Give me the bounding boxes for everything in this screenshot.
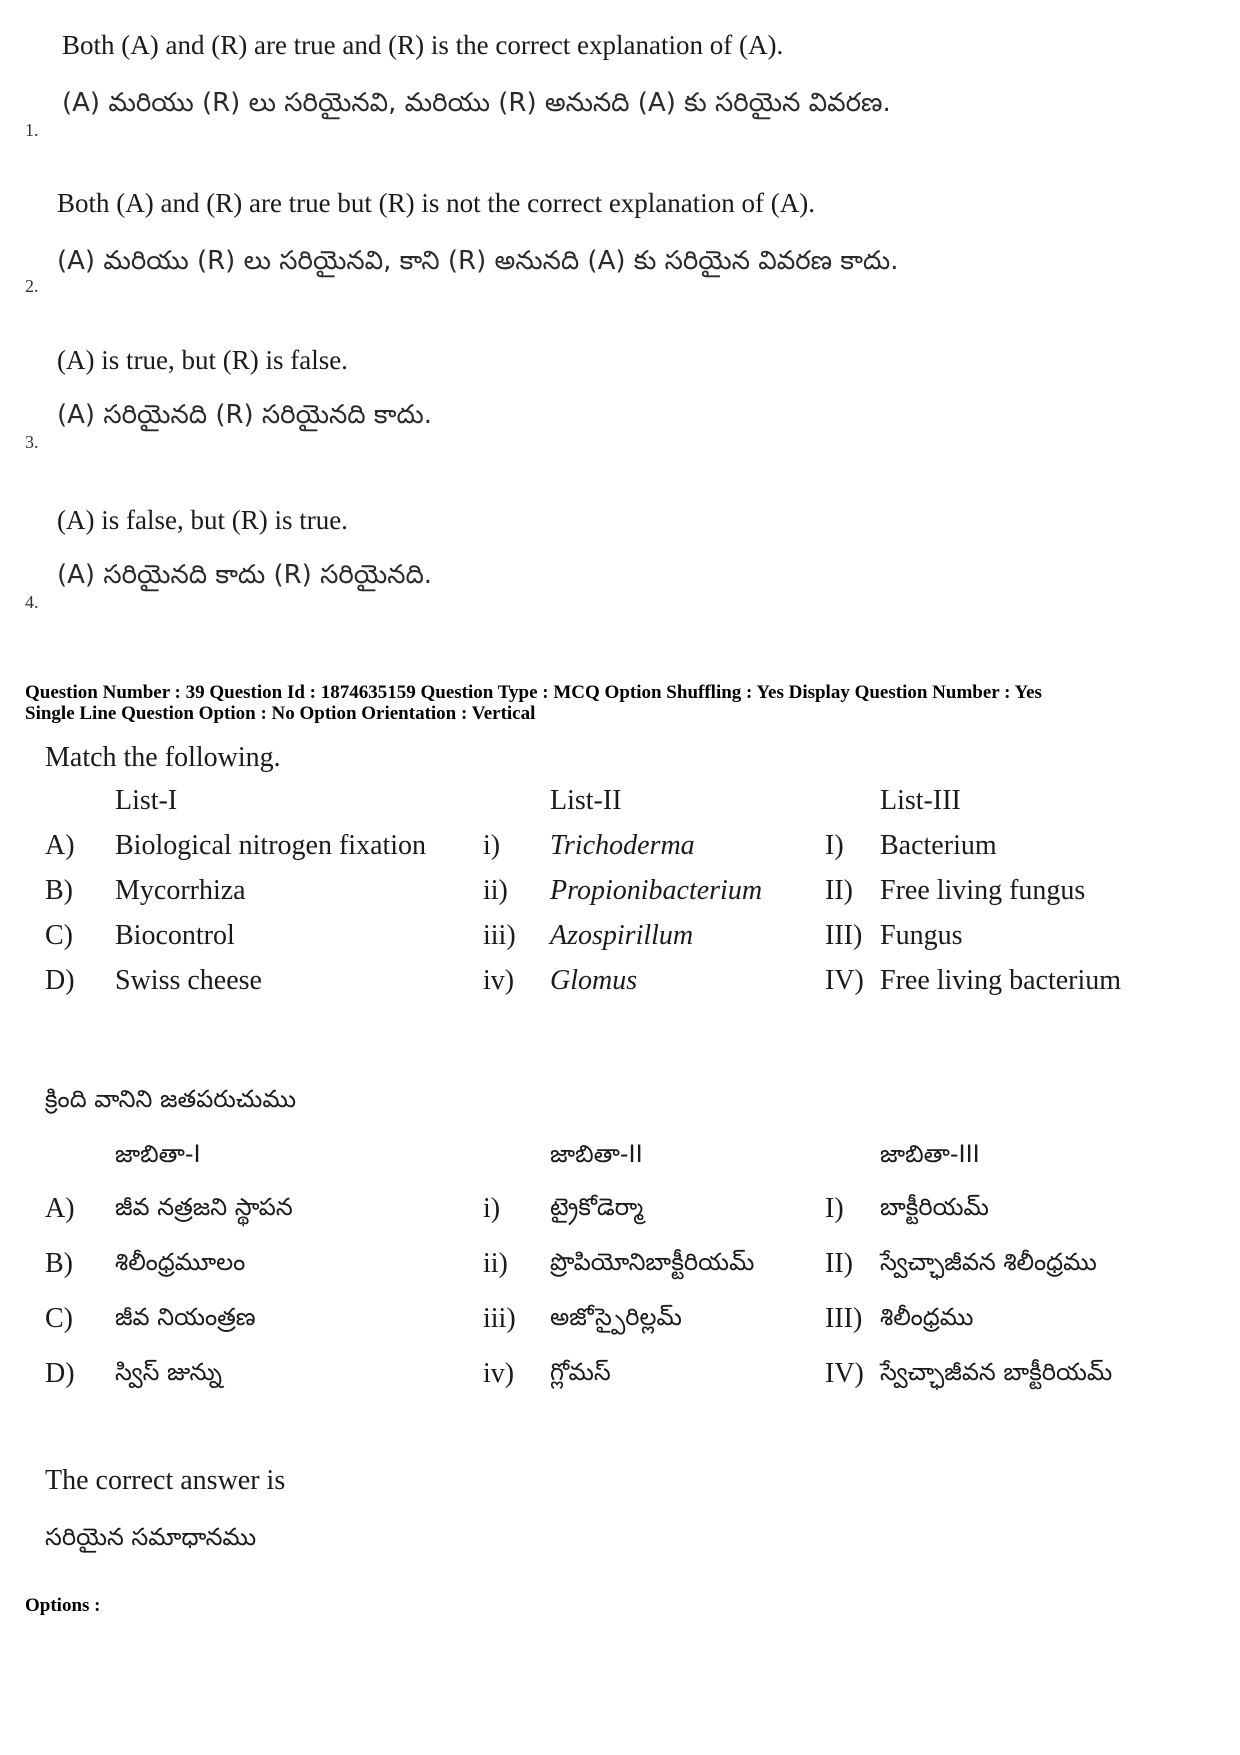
list-3-item: స్వేచ్ఛాజీవన బాక్టీరియమ్ <box>880 1358 1113 1386</box>
row-label: C) <box>45 920 73 951</box>
header-list-2: List-II <box>550 785 622 816</box>
answer-prompt-te: సరియైన సమాధానము <box>45 1523 257 1551</box>
list-3-item: బాక్టీరియమ్ <box>880 1193 989 1221</box>
list-2-item: గ్లోమస్ <box>550 1358 611 1386</box>
list-3-item: Fungus <box>880 920 963 951</box>
list-2-item: Azospirillum <box>550 920 694 951</box>
question-meta-line2: Single Line Question Option : No Option Orientation : Vertical <box>25 703 536 724</box>
list-1-item: శిలీంధ్రమూలం <box>115 1248 246 1276</box>
header-list-3: జాబితా-III <box>880 1140 980 1168</box>
option-4-en: (A) is false, but (R) is true. <box>57 505 348 535</box>
header-list-2: జాబితా-II <box>550 1140 643 1168</box>
header-list-1: List-I <box>115 785 178 816</box>
option-2-en: Both (A) and (R) are true but (R) is not the correct explanation of (A). <box>57 188 816 218</box>
option-4-te: (A) సరియైనది కాదు (R) సరియైనది. <box>57 560 433 590</box>
option-1-en: Both (A) and (R) are true and (R) is the correct explanation of (A). <box>62 30 784 60</box>
row-label: D) <box>45 965 75 996</box>
list-2-item: Glomus <box>550 965 638 996</box>
list-2-number: ii) <box>483 1248 508 1279</box>
list-1-item: జీవ నియంత్రణ <box>115 1303 256 1331</box>
list-2-number: iv) <box>483 965 515 996</box>
list-2-item: ప్రొపియోనిబాక్టీరియమ్ <box>550 1248 755 1276</box>
list-3-number: II) <box>825 1248 853 1279</box>
list-3-number: I) <box>825 830 844 861</box>
list-3-item: శిలీంధ్రము <box>880 1303 974 1331</box>
option-4-number[interactable]: 4. <box>25 592 39 612</box>
list-2-item: Trichoderma <box>550 830 695 861</box>
list-2-item: Propionibacterium <box>550 875 763 906</box>
option-3-en: (A) is true, but (R) is false. <box>57 345 348 375</box>
list-1-item: స్విస్ జున్ను <box>115 1358 222 1386</box>
row-label: A) <box>45 830 75 861</box>
option-1-number[interactable]: 1. <box>25 120 39 140</box>
instruction-en: Match the following. <box>45 742 281 773</box>
list-2-item: అజోస్పైరిల్లమ్ <box>550 1303 682 1331</box>
list-1-item: Biocontrol <box>115 920 235 951</box>
list-2-number: i) <box>483 1193 501 1224</box>
list-1-item: Swiss cheese <box>115 965 262 996</box>
option-1-te: (A) మరియు (R) లు సరియైనవి, మరియు (R) అనునది (A) కు సరియైన వివరణ. <box>62 88 891 118</box>
header-list-1: జాబితా-I <box>115 1140 201 1168</box>
list-3-number: III) <box>825 920 863 951</box>
list-1-item: Mycorrhiza <box>115 875 246 906</box>
list-3-number: II) <box>825 875 853 906</box>
row-label: B) <box>45 875 73 906</box>
row-label: A) <box>45 1193 75 1224</box>
list-3-number: III) <box>825 1303 863 1334</box>
row-label: D) <box>45 1358 75 1389</box>
list-2-number: iv) <box>483 1358 515 1389</box>
option-2-te: (A) మరియు (R) లు సరియైనవి, కాని (R) అనునది (A) కు సరియైన వివరణ కాదు. <box>57 246 899 276</box>
list-3-item: స్వేచ్ఛాజీవన శిలీంధ్రము <box>880 1248 1097 1276</box>
answer-prompt-en: The correct answer is <box>45 1465 286 1496</box>
option-2-number[interactable]: 2. <box>25 276 39 296</box>
list-3-item: Free living bacterium <box>880 965 1122 996</box>
list-3-number: IV) <box>825 1358 864 1389</box>
header-list-3: List-III <box>880 785 961 816</box>
instruction-te: క్రింది వానిని జతపరుచుము <box>45 1085 297 1113</box>
row-label: B) <box>45 1248 73 1279</box>
option-3-te: (A) సరియైనది (R) సరియైనది కాదు. <box>57 400 433 430</box>
options-label: Options : <box>25 1595 101 1616</box>
list-2-number: i) <box>483 830 501 861</box>
list-2-number: iii) <box>483 920 516 951</box>
list-3-number: IV) <box>825 965 864 996</box>
list-1-item: Biological nitrogen fixation <box>115 830 427 861</box>
list-1-item: జీవ నత్రజని స్థాపన <box>115 1193 293 1221</box>
list-3-item: Free living fungus <box>880 875 1086 906</box>
list-2-item: ట్రైకోడెర్మా <box>550 1193 644 1221</box>
option-3-number[interactable]: 3. <box>25 432 39 452</box>
list-2-number: ii) <box>483 875 508 906</box>
question-meta-line1: Question Number : 39 Question Id : 1874635159 Question Type : MCQ Option Shuffling : Yes Display Question Number : Yes <box>25 682 1042 703</box>
list-2-number: iii) <box>483 1303 516 1334</box>
row-label: C) <box>45 1303 73 1334</box>
list-3-item: Bacterium <box>880 830 997 861</box>
list-3-number: I) <box>825 1193 844 1224</box>
